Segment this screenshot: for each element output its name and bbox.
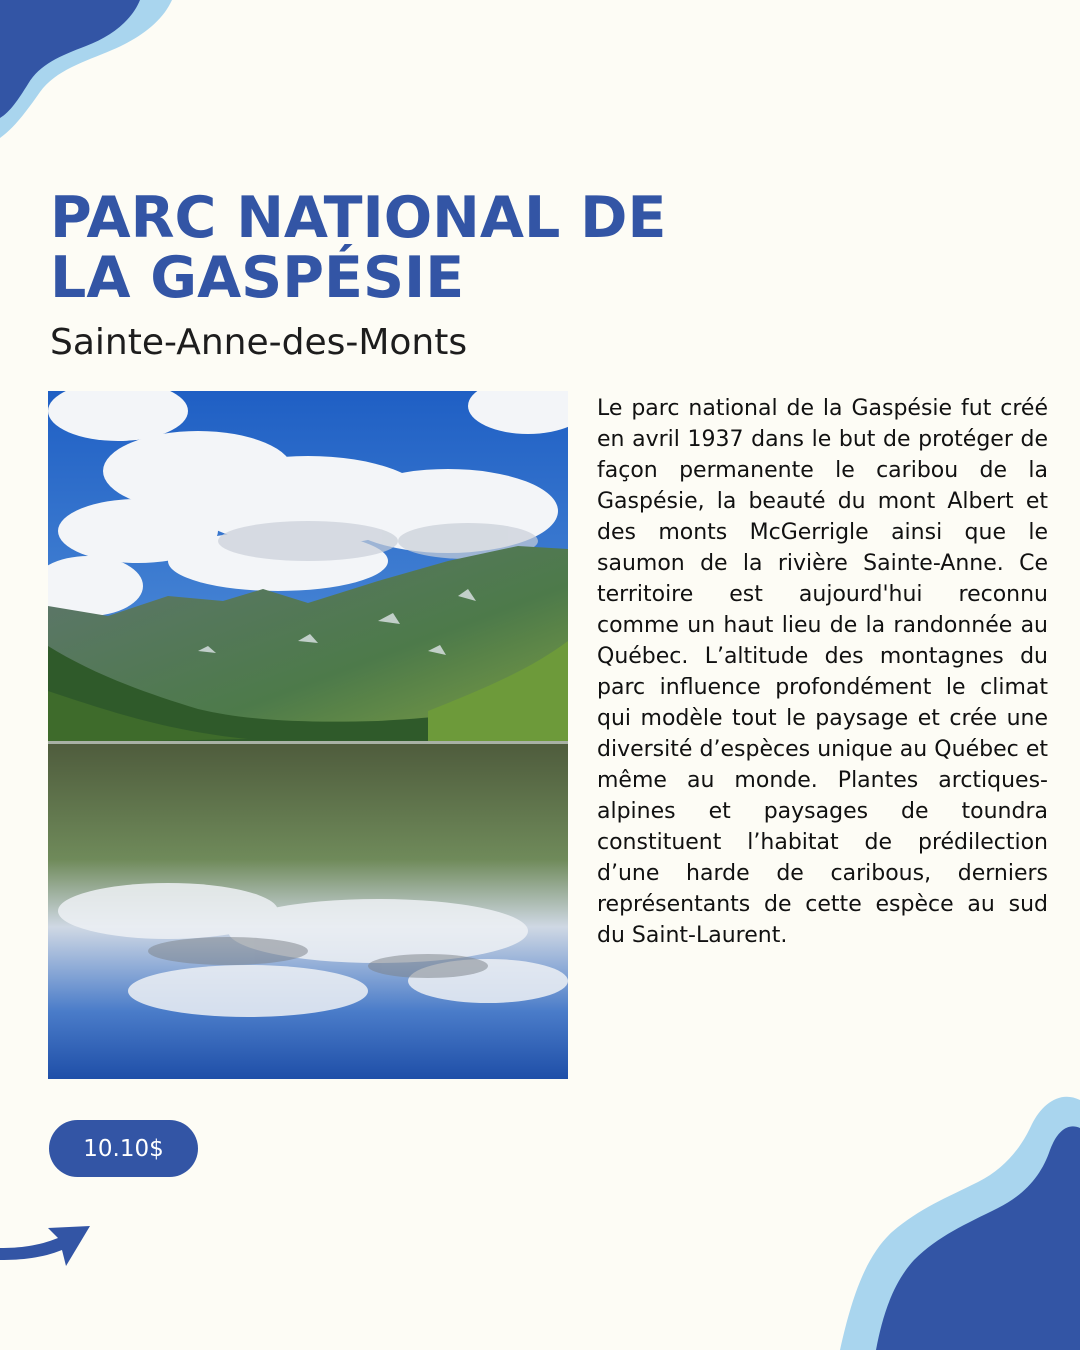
landscape-photo <box>48 391 568 1079</box>
arrow-right-icon[interactable] <box>0 1218 92 1280</box>
location-subtitle: Sainte-Anne-des-Monts <box>50 322 468 363</box>
corner-blob-bottom-right-icon <box>770 1090 1080 1350</box>
page-title <box>50 185 667 311</box>
price-badge: 10.10$ <box>49 1120 198 1177</box>
corner-blob-top-left-icon <box>0 0 180 145</box>
page-title-line2: LA GASPÉSIE <box>50 245 465 311</box>
park-description: Le parc national de la Gaspésie fut créé en avril 1937 dans le but de protéger de façon permanente le caribou de la Gaspésie, la beauté du mont Albert et des monts McGerrigle ainsi que le saumon de la rivière Sainte-Anne. Ce territoire est aujourd'hui reconnu comme un haut lieu de la randonnée au Québec. L’altitude des montagnes du parc influence profondément le climat qui modèle tout le paysage et crée une diversité d’espèces unique au Québec et même au monde. Plantes arctiques-alpines et paysages de toundra constituent l’habitat de prédilection d’une harde de caribous, derniers représentants de cette espèce au sud du Saint-Laurent. <box>597 396 1048 948</box>
page-title-line1: PARC NATIONAL DE <box>50 185 667 251</box>
